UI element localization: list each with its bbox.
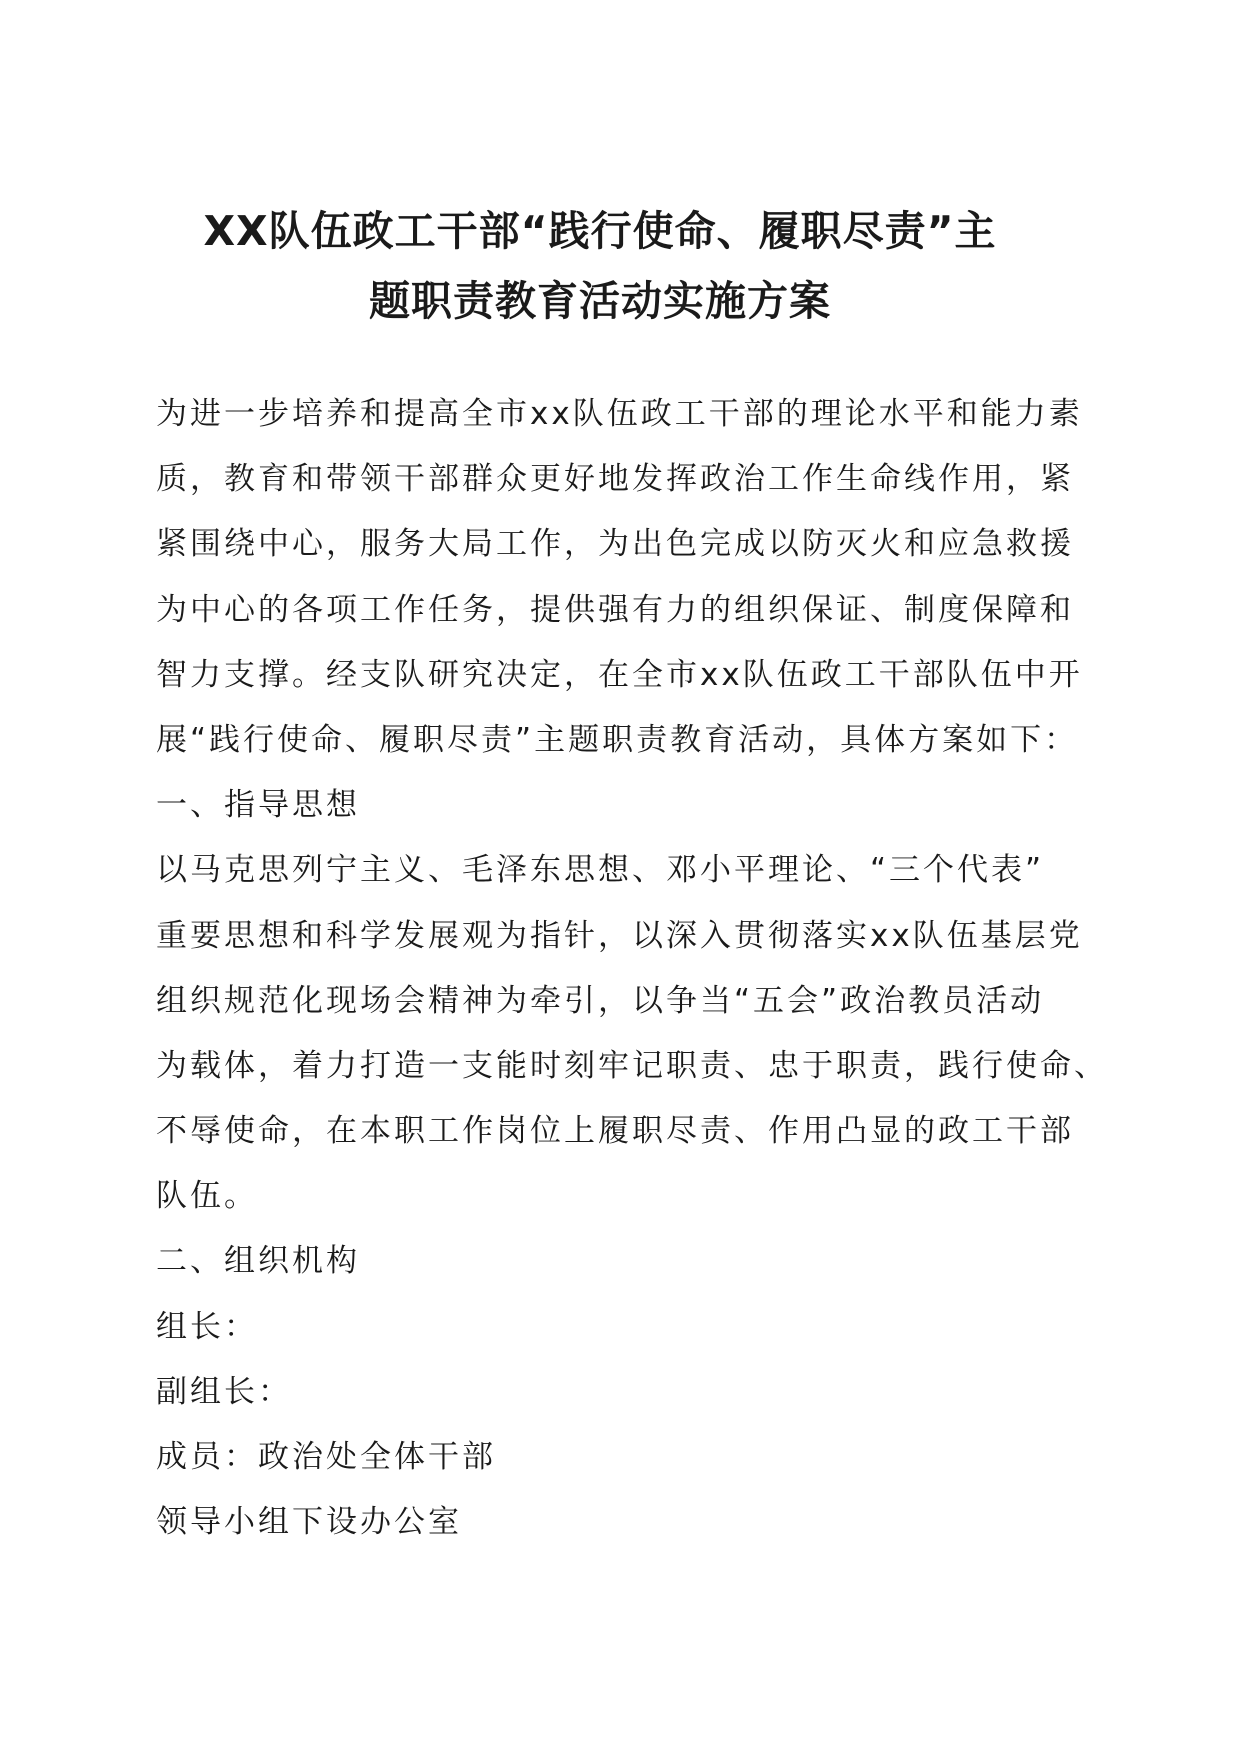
body-line: 成员：政治处全体干部 [156, 1439, 496, 1475]
body-line: 以马克思列宁主义、毛泽东思想、邓小平理论、“三个代表” [156, 852, 1045, 889]
body-line: 不辱使命，在本职工作岗位上履职尽责、作用凸显的政工干部 [156, 1113, 1074, 1150]
section-heading: 一、指导思想 [156, 787, 360, 824]
body-line: 为进一步培养和提高全市xx队伍政工干部的理论水平和能力素 [156, 396, 1083, 432]
body-line: 展“践行使命、履职尽责”主题职责教育活动，具体方案如下： [156, 721, 1079, 758]
body-line: 重要思想和科学发展观为指针，以深入贯彻落实xx队伍基层党 [156, 917, 1083, 954]
body-line: 智力支撑。经支队研究决定，在全市xx队伍政工干部队伍中开 [156, 656, 1083, 693]
title-line: 题职责教育活动实施方案 [369, 277, 831, 325]
body-line: 紧围绕中心，服务大局工作，为出色完成以防灭火和应急救援 [156, 526, 1074, 563]
body-line: 组织规范化现场会精神为牵引，以争当“五会”政治教员活动 [156, 982, 1045, 1019]
body-line: 队伍。 [156, 1178, 258, 1215]
document-body [156, 382, 1108, 1555]
body-line: 为载体，着力打造一支能时刻牢记职责、忠于职责，践行使命、 [156, 1047, 1108, 1084]
body-line: 组长： [156, 1308, 258, 1345]
section-heading: 二、组织机构 [156, 1243, 360, 1280]
title-line: XX队伍政工干部“践行使命、履职尽责”主 [203, 207, 997, 255]
body-line: 为中心的各项工作任务，提供强有力的组织保证、制度保障和 [156, 591, 1074, 628]
document-title [140, 196, 1060, 336]
body-line: 质，教育和带领干部群众更好地发挥政治工作生命线作用，紧 [156, 461, 1074, 498]
body-line: 领导小组下设办公室 [156, 1504, 462, 1541]
body-line: 副组长： [156, 1373, 292, 1410]
